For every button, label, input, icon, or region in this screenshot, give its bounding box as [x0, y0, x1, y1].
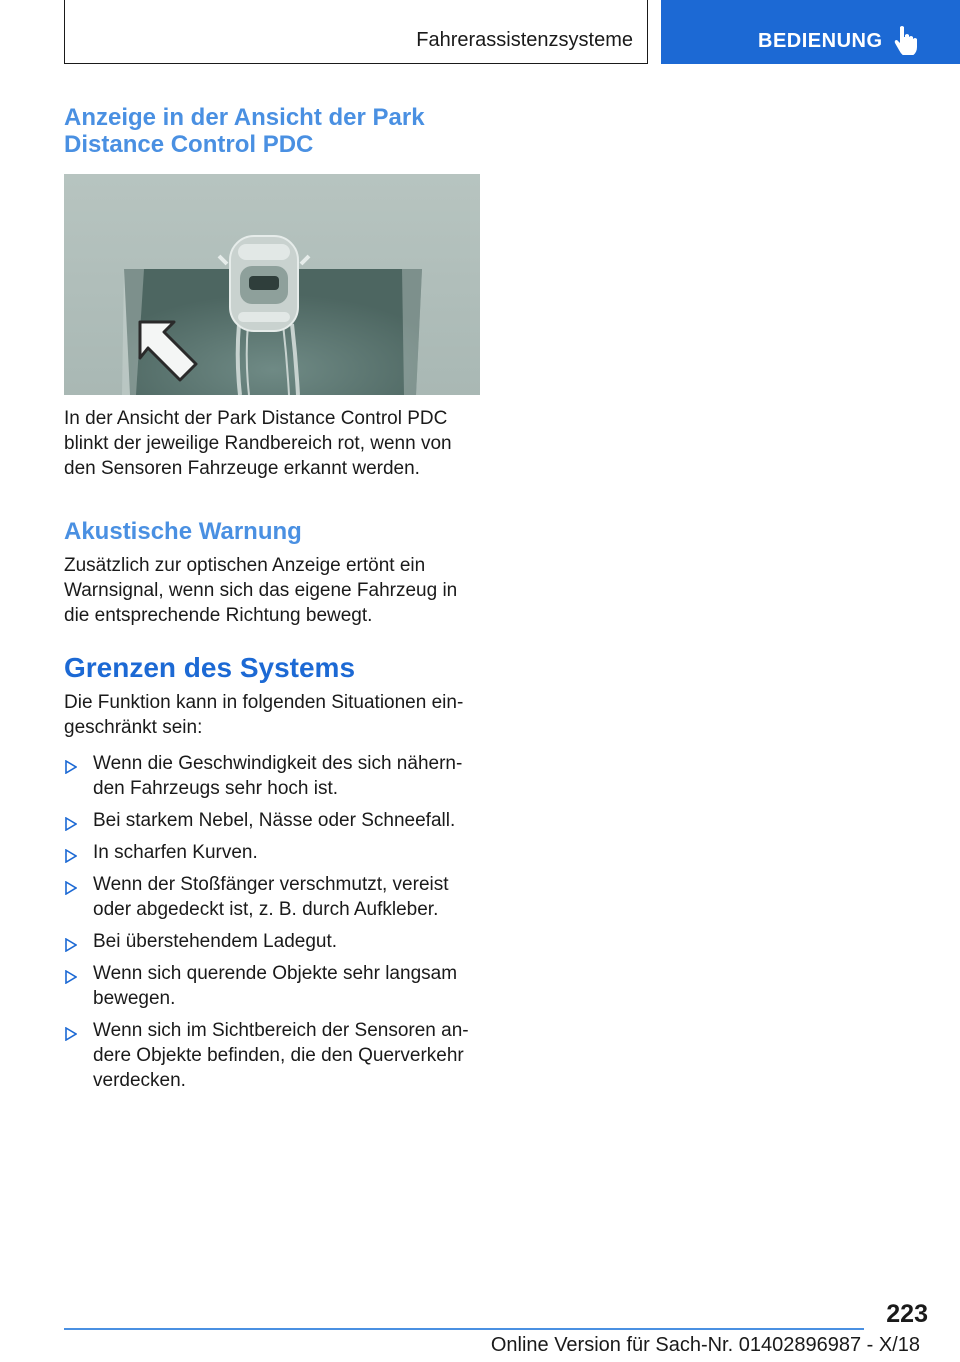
list-item [64, 1018, 484, 1093]
section-heading-acoustic-warning: Akustische Warnung [64, 518, 302, 545]
triangle-bullet-icon [65, 756, 77, 781]
triangle-bullet-icon [65, 934, 77, 959]
section-heading-pdc-view [64, 104, 425, 158]
list-item-text: Wenn die Geschwindigkeit des sich nähernden Fahrzeugs sehr hoch ist. [93, 753, 463, 799]
list-item-text: Wenn sich querende Objekte sehr langsam bewegen. [93, 963, 458, 1009]
header-chapter-box [661, 0, 960, 64]
header-chapter-title: BEDIENUNG [758, 30, 883, 52]
list-item-text: Wenn sich im Sichtbereich der Sensoren andere Objekte befinden, die den Querverkehr verdecken. [93, 1020, 469, 1091]
heading-line-1: Anzeige in der Ansicht der Park [64, 104, 425, 131]
system-limits-list [64, 751, 484, 1100]
footer-online-version: Online Version für Sach-Nr. 01402896987 - X/18 [490, 1334, 920, 1356]
triangle-bullet-icon [65, 845, 77, 870]
triangle-bullet-icon [65, 813, 77, 838]
list-item [64, 929, 484, 954]
acoustic-warning-text: Zusätzlich zur optischen Anzeige ertönt ein Warnsignal, wenn sich das eigene Fahrzeug in die entsprechende Richtung bewegt. [64, 555, 458, 626]
list-item [64, 751, 484, 801]
list-item-text: Bei starkem Nebel, Nässe oder Schneefall. [93, 810, 456, 831]
page-number: 223 [886, 1300, 928, 1328]
header-section-box [64, 0, 648, 64]
list-item [64, 872, 484, 922]
triangle-bullet-icon [65, 877, 77, 902]
heading-line-2: Distance Control PDC [64, 131, 314, 158]
list-item-text: Wenn der Stoßfänger verschmutzt, vereist oder abgedeckt ist, z. B. durch Aufkleber. [93, 874, 449, 920]
pdc-view-text: In der Ansicht der Park Distance Control PDC blinkt der jeweilige Randbereich rot, wenn von den Sensoren Fahrzeuge erkannt werden. [64, 408, 452, 479]
footer-divider [64, 1328, 864, 1330]
list-item [64, 808, 484, 833]
header-section-title: Fahrerassistenzsysteme [416, 29, 633, 51]
section-heading-system-limits: Grenzen des Systems [64, 652, 356, 683]
pdc-view-illustration [64, 174, 480, 395]
system-limits-intro: Die Funktion kann in folgenden Situationen eingeschränkt sein: [64, 692, 464, 738]
list-item [64, 961, 484, 1011]
pointing-hand-icon [894, 25, 920, 60]
list-item-text: In scharfen Kurven. [93, 842, 258, 863]
list-item [64, 840, 484, 865]
triangle-bullet-icon [65, 966, 77, 991]
triangle-bullet-icon [65, 1023, 77, 1048]
list-item-text: Bei überstehendem Ladegut. [93, 931, 338, 952]
